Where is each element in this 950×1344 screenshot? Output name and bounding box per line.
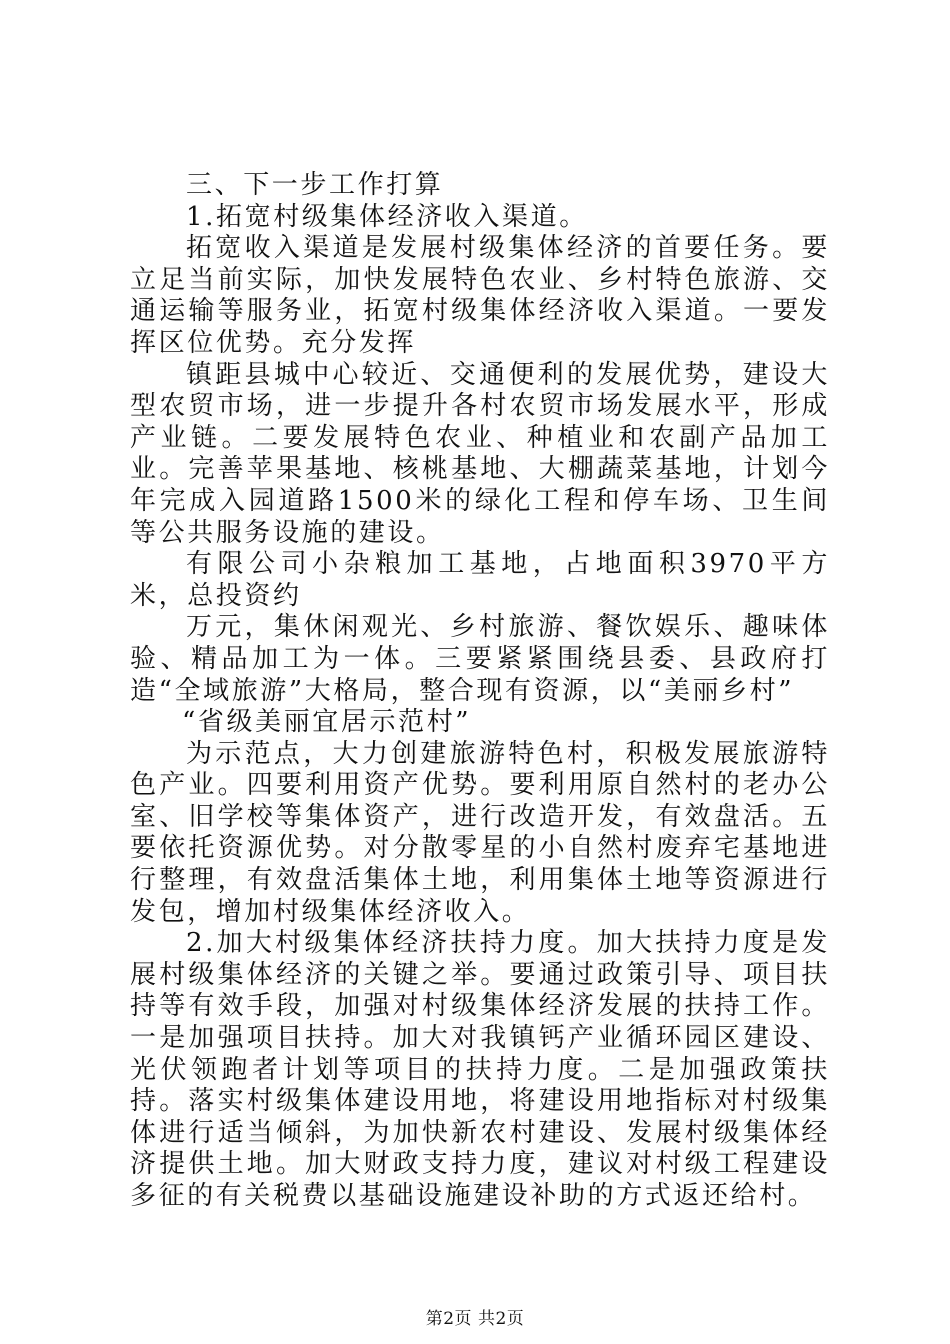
subsection-heading: 1.拓宽村级集体经济收入渠道。	[186, 201, 588, 232]
body-paragraph: 2.加大村级集体经济扶持力度。加大扶持力度是发展村级集体经济的关键之举。要通过政策引导、项目扶持等有效手段，加强对村级集体经济发展的扶持工作。一是加强项目扶持。加大对我镇钙产业循环园区建设、光伏领跑者计划等项目的扶持力度。二是加强政策扶持。落实村级集体建设用地，将建设用地指标对村级集体进行适当倾斜，为加快新农村建设、发展村级集体经济提供土地。加大财政支持力度，建议对村级工程建设多征的有关税费以基础设施建设补助的方式返还给村。	[130, 928, 830, 1211]
page-footer: 第2页 共2页	[425, 1309, 525, 1329]
body-paragraph: 镇距县城中心较近、交通便利的发展优势，建设大型农贸市场，进一步提升各村农贸市场发展水平，形成产业链。二要发展特色农业、种植业和农副产品加工业。完善苹果基地、核桃基地、大棚蔬菜基地，计划今年完成入园道路1500米的绿化工程和停车场、卫生间等公共服务设施的建设。	[130, 359, 830, 548]
body-paragraph: 万元，集休闲观光、乡村旅游、餐饮娱乐、趣味体验、精品加工为一体。三要紧紧围绕县委、县政府打造“全域旅游”大格局，整合现有资源，以“美丽乡村”	[130, 612, 830, 706]
document-body	[130, 170, 830, 1213]
quoted-line: “省级美丽宜居示范村”	[182, 707, 472, 738]
section-heading: 三、下一步工作打算	[186, 170, 444, 200]
body-paragraph: 有限公司小杂粮加工基地，占地面积3970平方米，总投资约	[130, 549, 830, 611]
body-paragraph: 为示范点，大力创建旅游特色村，积极发展旅游特色产业。四要利用资产优势。要利用原自然村的老办公室、旧学校等集体资产，进行改造开发，有效盘活。五要依托资源优势。对分散零星的小自然村废弃宅基地进行整理，有效盘活集体土地，利用集体土地等资源进行发包，增加村级集体经济收入。	[130, 738, 830, 927]
body-paragraph: 拓宽收入渠道是发展村级集体经济的首要任务。要立足当前实际，加快发展特色农业、乡村特色旅游、交通运输等服务业，拓宽村级集体经济收入渠道。一要发挥区位优势。充分发挥	[130, 233, 830, 358]
